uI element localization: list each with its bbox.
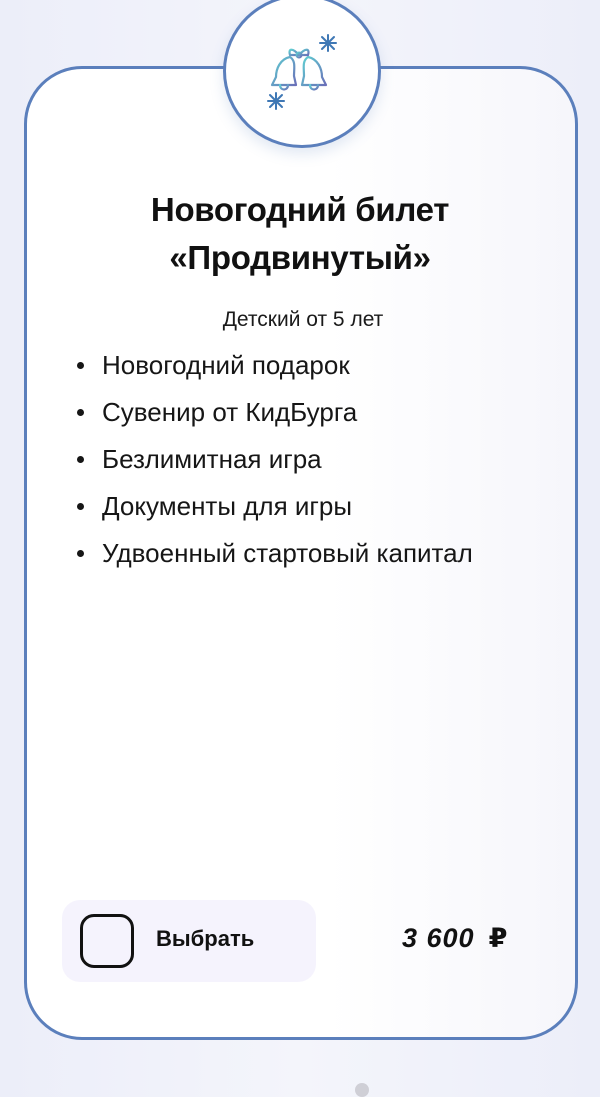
select-label: Выбрать <box>156 926 255 951</box>
bell-snowflake-icon <box>252 21 352 121</box>
select-checkbox[interactable] <box>80 914 134 968</box>
feature-item: Удвоенный стартовый капитал <box>76 530 473 577</box>
ticket-title <box>0 186 600 282</box>
ticket-title-line2: «Продвинутый» <box>169 239 431 276</box>
ticket-badge <box>223 0 381 148</box>
feature-item: Безлимитная игра <box>76 436 473 483</box>
feature-item: Документы для игры <box>76 483 473 530</box>
currency-symbol: ₽ <box>488 923 509 953</box>
price-label <box>402 923 508 954</box>
carousel-dot[interactable] <box>355 1083 369 1097</box>
feature-list <box>76 342 473 577</box>
select-button[interactable] <box>62 900 316 982</box>
ticket-subtitle: Детский от 5 лет <box>222 308 384 331</box>
feature-item: Новогодний подарок <box>76 342 473 389</box>
ticket-title-line1: Новогодний билет <box>150 191 450 228</box>
feature-item: Сувенир от КидБурга <box>76 389 473 436</box>
price-value: 3 600 <box>402 923 475 953</box>
